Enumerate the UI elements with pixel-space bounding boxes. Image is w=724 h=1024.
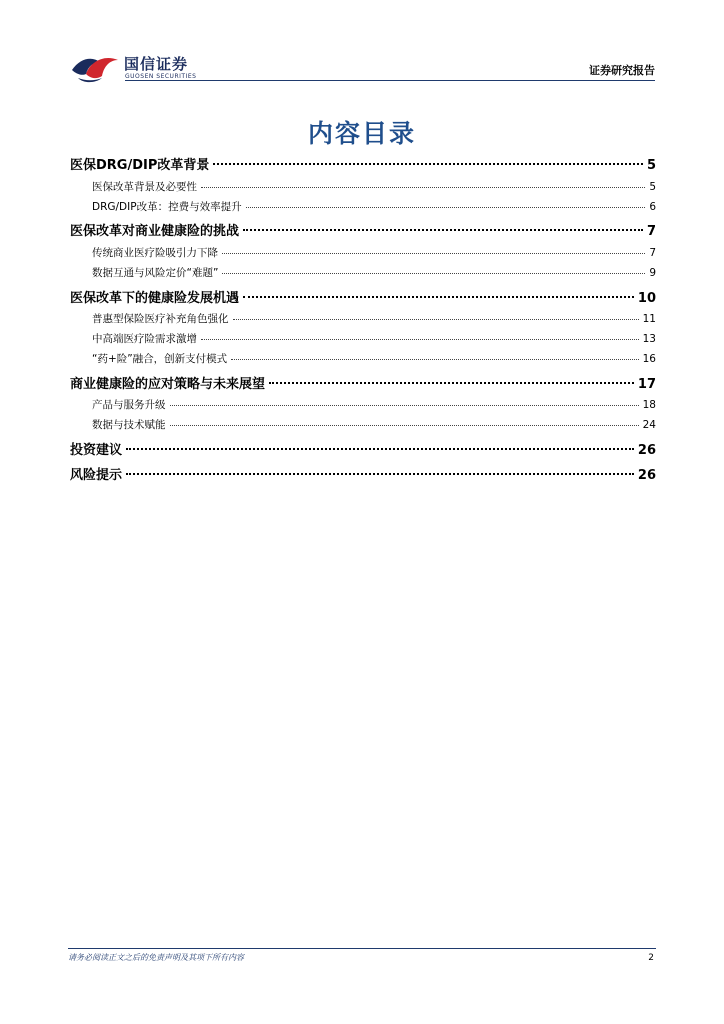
toc-entry-page: 24 (642, 419, 656, 431)
toc-dot-leader (222, 253, 645, 254)
toc-entry-page: 13 (642, 333, 656, 345)
toc-entry-label: 投资建议 (70, 443, 123, 458)
toc-entry-subsection[interactable] (70, 351, 656, 367)
toc-dot-leader (170, 405, 639, 406)
page-header (0, 0, 724, 90)
toc-entry-label: 普惠型保险医疗补充角色强化 (92, 313, 229, 325)
toc-dot-leader (222, 273, 645, 274)
toc-entry-subsection[interactable] (70, 179, 656, 195)
toc-entry-label: 医保改革对商业健康险的挑战 (70, 224, 240, 239)
toc-dot-leader (246, 207, 646, 208)
toc-dot-leader (213, 163, 643, 165)
toc-entry-section[interactable] (70, 287, 656, 307)
toc-entry-label: DRG/DIP改革：控费与效率提升 (92, 201, 242, 213)
toc-entry-page: 16 (642, 353, 656, 365)
toc-entry-label: 医保改革背景及必要性 (92, 181, 197, 193)
toc-entry-label: 医保改革下的健康险发展机遇 (70, 291, 240, 306)
toc-entry-page: 11 (642, 313, 656, 325)
toc-dot-leader (201, 187, 645, 188)
toc-dot-leader (269, 382, 634, 384)
toc-dot-leader (243, 229, 643, 231)
toc-entry-subsection[interactable] (70, 331, 656, 347)
toc-entry-subsection[interactable] (70, 311, 656, 327)
brand-name-cn: 国信证券 (124, 55, 189, 73)
toc-entry-subsection[interactable] (70, 397, 656, 413)
toc-entry-label: 传统商业医疗险吸引力下降 (92, 247, 218, 259)
guosen-logo-icon (70, 52, 120, 84)
toc-dot-leader (231, 359, 638, 360)
disclaimer-text: 请务必阅读正文之后的免责声明及其项下所有内容 (68, 953, 244, 962)
footer-divider (68, 948, 656, 949)
toc-entry-page: 18 (642, 399, 656, 411)
toc-dot-leader (126, 448, 634, 450)
toc-dot-leader (201, 339, 639, 340)
toc-entry-label: 中高端医疗险需求激增 (92, 333, 197, 345)
toc-entry-page: 5 (649, 181, 656, 193)
toc-entry-label: 商业健康险的应对策略与未来展望 (70, 377, 266, 392)
toc-entry-page: 7 (649, 247, 656, 259)
toc-entry-section[interactable] (70, 154, 656, 174)
toc-title: 内容目录 (307, 119, 416, 148)
toc-dot-leader (170, 425, 639, 426)
toc-entry-page: 10 (637, 291, 656, 306)
toc-entry-label: “药+险”融合，创新支付模式 (92, 353, 228, 365)
toc-entry-page: 5 (646, 158, 656, 173)
toc-entry-label: 产品与服务升级 (92, 399, 166, 411)
toc-entry-section[interactable] (70, 464, 656, 484)
toc-entry-subsection[interactable] (70, 199, 656, 215)
toc-entry-label: 医保DRG/DIP改革背景 (70, 158, 210, 173)
toc-entry-subsection[interactable] (70, 245, 656, 261)
toc-entry-section[interactable] (70, 439, 656, 459)
brand-name-en: GUOSEN SECURITIES (125, 73, 197, 80)
toc-entry-label: 数据与技术赋能 (92, 419, 166, 431)
toc-dot-leader (233, 319, 639, 320)
toc-dot-leader (243, 296, 634, 298)
toc-entry-page: 17 (637, 377, 656, 392)
toc-entry-subsection[interactable] (70, 265, 656, 281)
toc-entry-subsection[interactable] (70, 417, 656, 433)
toc-dot-leader (126, 473, 634, 475)
header-divider (125, 80, 655, 81)
toc-entry-page: 26 (637, 443, 656, 458)
toc-entry-label: 风险提示 (70, 468, 123, 483)
toc-entry-page: 26 (637, 468, 656, 483)
toc-entry-label: 数据互通与风险定价“难题” (92, 267, 219, 279)
report-type-label: 证券研究报告 (589, 64, 655, 77)
page-number: 2 (648, 953, 654, 963)
toc-entry-page: 9 (649, 267, 656, 279)
toc-entry-page: 6 (649, 201, 656, 213)
toc-entry-page: 7 (646, 224, 656, 239)
toc-entry-section[interactable] (70, 220, 656, 240)
toc-entry-section[interactable] (70, 373, 656, 393)
